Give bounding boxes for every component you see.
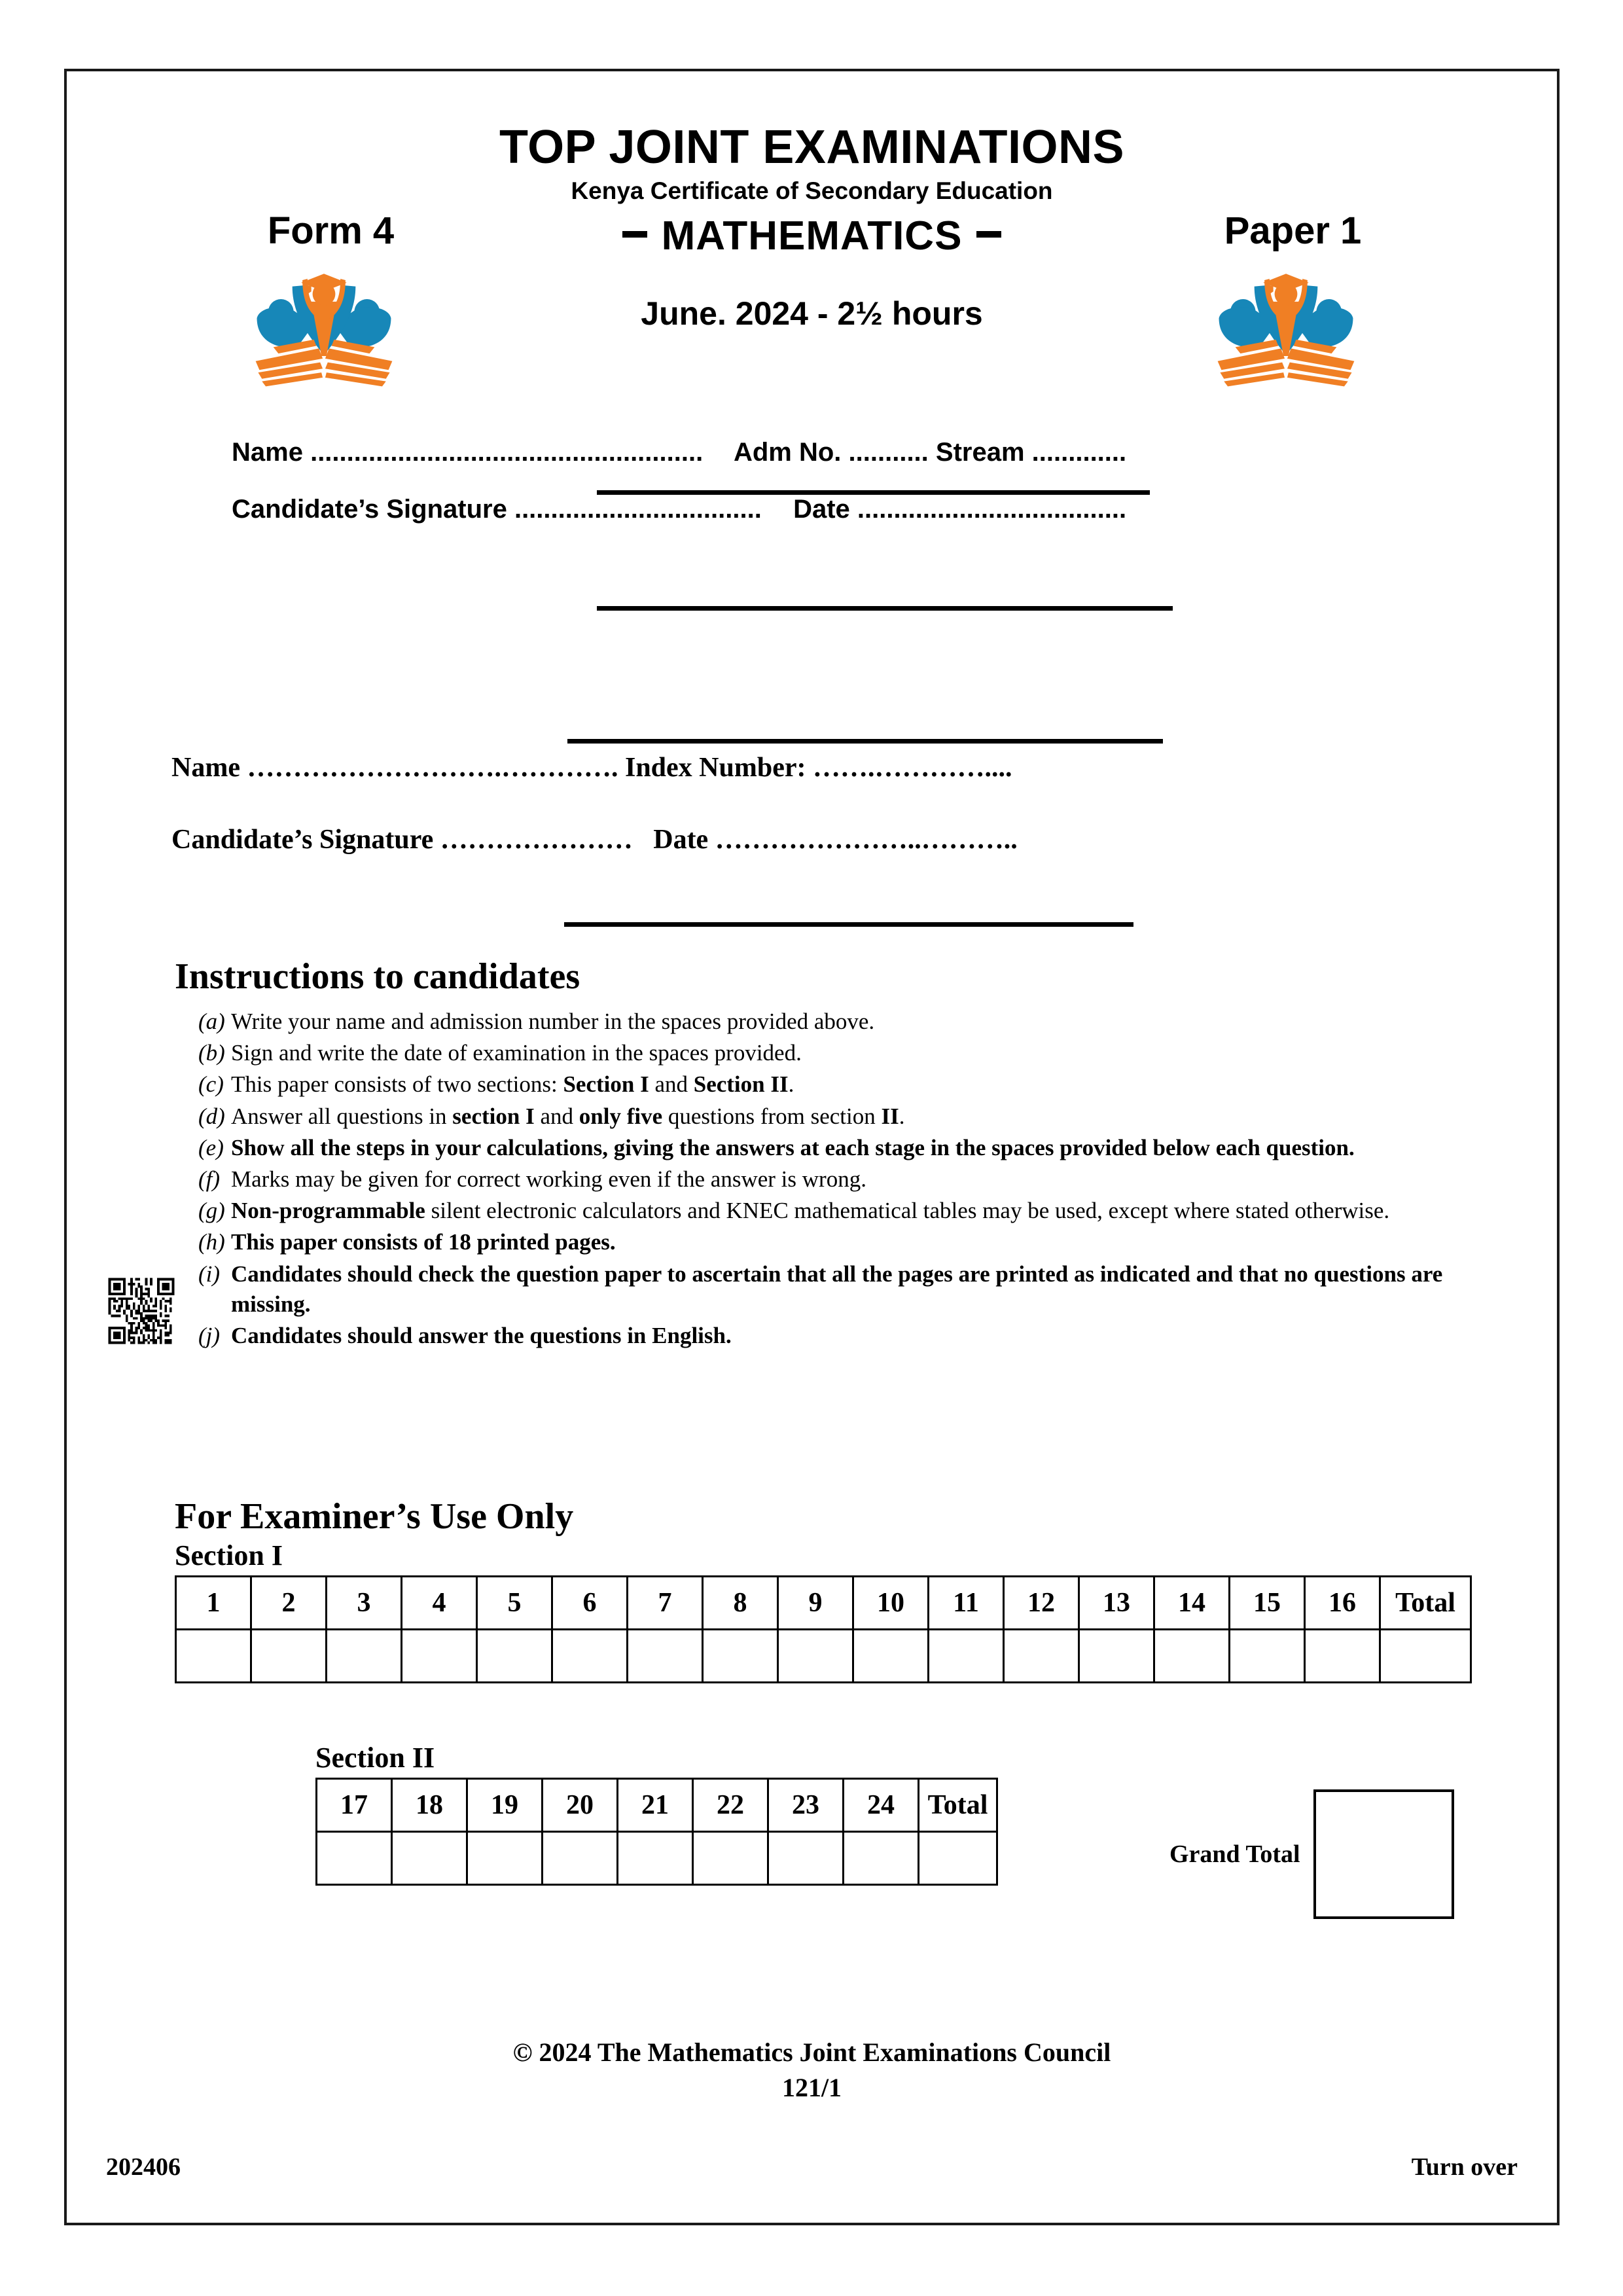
instruction-item-c <box>175 1069 1484 1100</box>
marks-entry-cell[interactable] <box>1305 1630 1380 1683</box>
subject-text: MATHEMATICS <box>661 213 963 259</box>
marks-entry-cell[interactable] <box>543 1832 618 1885</box>
instruction-item-j <box>175 1321 1484 1351</box>
instruction-text: This paper consists of 18 printed pages. <box>231 1229 616 1255</box>
paper-code: 121/1 <box>781 2073 842 2102</box>
exam-header <box>67 121 1557 204</box>
instructions-title: Instructions to candidates <box>175 956 580 997</box>
dash-right-icon <box>976 231 1001 238</box>
marks-header-cell: 1 <box>176 1577 251 1630</box>
name-input-dots[interactable]: ...................................................... <box>310 438 704 467</box>
signature-input-dots[interactable]: .................................. <box>514 495 762 524</box>
signature-label: Candidate’s Signature <box>232 495 507 524</box>
marks-header-cell: 21 <box>618 1779 693 1832</box>
marks-entry-cell[interactable] <box>392 1832 467 1885</box>
instruction-item-a <box>175 1007 1484 1037</box>
section-1-marks-table <box>175 1575 1472 1683</box>
marks-entry-cell[interactable] <box>853 1630 929 1683</box>
marks-header-cell: 13 <box>1079 1577 1154 1630</box>
exam-subtitle: Kenya Certificate of Secondary Education <box>571 177 1053 204</box>
instruction-text: Non-programmable silent electronic calculators and KNEC mathematical tables may be used, except where stated otherwise. <box>231 1198 1390 1224</box>
grand-total-label: Grand Total <box>1169 1840 1300 1868</box>
name-input-dots-2[interactable]: ……………………….…………. <box>247 753 618 783</box>
stream-input-dots[interactable]: ............. <box>1031 438 1127 467</box>
marks-header-cell: 16 <box>1305 1577 1380 1630</box>
instruction-item-g <box>175 1196 1484 1226</box>
instruction-marker: (j) <box>198 1322 221 1348</box>
marks-header-cell: 11 <box>929 1577 1004 1630</box>
marks-entry-cell[interactable] <box>929 1630 1004 1683</box>
name-field-row <box>232 438 1475 467</box>
marks-header-cell: Total <box>1380 1577 1471 1630</box>
marks-entry-cell[interactable] <box>327 1630 402 1683</box>
instruction-marker: (a) <box>198 1009 225 1034</box>
graduation-book-logo-icon <box>248 263 400 391</box>
table-header-row <box>317 1779 997 1832</box>
exam-title: TOP JOINT EXAMINATIONS <box>499 121 1125 173</box>
instruction-item-b <box>175 1038 1484 1068</box>
marks-entry-cell[interactable] <box>176 1630 251 1683</box>
name-index-row <box>171 752 1480 783</box>
marks-entry-cell[interactable] <box>618 1832 693 1885</box>
instructions-list <box>175 1007 1484 1351</box>
marks-header-cell: 3 <box>327 1577 402 1630</box>
marks-entry-cell[interactable] <box>844 1832 919 1885</box>
instruction-text: Sign and write the date of examination in the spaces provided. <box>231 1040 802 1066</box>
paper-column <box>1139 209 1447 252</box>
index-number-input-dots[interactable]: …….………….... <box>812 753 1012 783</box>
date-label-2: Date <box>653 825 709 855</box>
divider-rule-3 <box>567 739 1163 744</box>
instruction-text: Marks may be given for correct working even if the answer is wrong. <box>231 1166 866 1192</box>
index-number-label: Index Number: <box>624 753 806 783</box>
date-input-dots[interactable]: ..................................... <box>857 495 1127 524</box>
date-input-dots-2[interactable]: …………………..……….. <box>715 825 1018 855</box>
marks-entry-cell[interactable] <box>693 1832 768 1885</box>
turn-over-label: Turn over <box>1411 2153 1518 2181</box>
marks-entry-cell[interactable] <box>1154 1630 1230 1683</box>
name-label: Name <box>232 438 303 467</box>
table-row <box>176 1630 1471 1683</box>
marks-entry-cell[interactable] <box>467 1832 543 1885</box>
marks-header-cell: 24 <box>844 1779 919 1832</box>
marks-entry-cell[interactable] <box>1230 1630 1305 1683</box>
examiner-section <box>175 1498 1490 1683</box>
section-2-wrapper <box>315 1744 1428 1886</box>
instruction-marker: (d) <box>198 1103 225 1129</box>
marks-entry-cell[interactable] <box>402 1630 477 1683</box>
instruction-item-h <box>175 1227 1484 1257</box>
marks-entry-cell[interactable] <box>628 1630 703 1683</box>
instruction-marker: (b) <box>198 1040 225 1066</box>
instruction-item-i <box>175 1259 1484 1319</box>
marks-header-cell: 5 <box>477 1577 552 1630</box>
marks-header-cell: 14 <box>1154 1577 1230 1630</box>
form-column <box>177 209 485 252</box>
instruction-marker: (e) <box>198 1134 224 1160</box>
marks-header-cell: 22 <box>693 1779 768 1832</box>
marks-entry-cell[interactable] <box>317 1832 392 1885</box>
subject-name <box>485 213 1139 259</box>
subject-row <box>67 209 1557 332</box>
divider-rule-4 <box>564 922 1133 927</box>
marks-header-cell: 8 <box>703 1577 778 1630</box>
grand-total-box[interactable] <box>1313 1789 1454 1919</box>
marks-header-cell: 7 <box>628 1577 703 1630</box>
marks-entry-cell[interactable] <box>1380 1630 1471 1683</box>
marks-entry-cell[interactable] <box>552 1630 628 1683</box>
signature-label-2: Candidate’s Signature <box>171 825 434 855</box>
marks-header-cell: 23 <box>768 1779 844 1832</box>
signature-field-row <box>232 495 1475 524</box>
adm-no-label: Adm No. <box>733 438 842 467</box>
marks-header-cell: 15 <box>1230 1577 1305 1630</box>
marks-header-cell: 9 <box>778 1577 853 1630</box>
subject-column <box>485 212 1139 330</box>
candidate-fields-top <box>232 438 1475 552</box>
marks-header-cell: 18 <box>392 1779 467 1832</box>
marks-header-cell: 17 <box>317 1779 392 1832</box>
divider-rule-2 <box>597 606 1173 611</box>
section-1-label: Section I <box>175 1539 283 1571</box>
marks-header-cell: 20 <box>543 1779 618 1832</box>
signature-input-dots-2[interactable]: ………………… <box>440 825 633 855</box>
marks-header-cell: 2 <box>251 1577 327 1630</box>
table-header-row <box>176 1577 1471 1630</box>
date-label: Date <box>793 495 850 524</box>
instruction-item-d <box>175 1102 1484 1132</box>
marks-entry-cell[interactable] <box>778 1630 853 1683</box>
grand-total-group <box>1169 1789 1454 1919</box>
instruction-marker: (f) <box>198 1166 221 1192</box>
marks-header-cell: 19 <box>467 1779 543 1832</box>
instructions-section <box>175 958 1484 1352</box>
instruction-marker: (h) <box>198 1229 225 1255</box>
marks-entry-cell[interactable] <box>251 1630 327 1683</box>
session-code: 202406 <box>106 2153 181 2181</box>
examiner-title: For Examiner’s Use Only <box>175 1496 574 1537</box>
footer-center <box>67 2035 1557 2106</box>
qr-code-icon <box>106 1276 177 1346</box>
section-2-marks-table <box>315 1778 998 1886</box>
paper-label: Paper 1 <box>1224 209 1362 252</box>
instruction-marker: (g) <box>198 1198 225 1224</box>
marks-header-cell: 12 <box>1004 1577 1079 1630</box>
instruction-text: Show all the steps in your calculations, giving the answers at each stage in the spaces provided below each question. <box>231 1134 1355 1160</box>
name-label-2: Name <box>171 753 240 783</box>
marks-header-cell: 10 <box>853 1577 929 1630</box>
stream-label: Stream <box>935 438 1025 467</box>
instruction-text: Write your name and admission number in the spaces provided above. <box>231 1009 875 1034</box>
graduation-book-logo-icon <box>1210 263 1362 391</box>
instruction-text: Candidates should check the question paper to ascertain that all the pages are printed as indicated and that no questions are missing. <box>231 1261 1443 1317</box>
exam-duration: June. 2024 - 2½ hours <box>641 295 983 332</box>
copyright-text: © 2024 The Mathematics Joint Examinations Council <box>512 2037 1111 2067</box>
dash-left-icon <box>622 231 647 238</box>
section-2-label: Section II <box>315 1742 435 1774</box>
marks-entry-cell[interactable] <box>1079 1630 1154 1683</box>
instruction-marker: (i) <box>198 1261 221 1287</box>
marks-entry-cell[interactable] <box>1004 1630 1079 1683</box>
marks-entry-cell[interactable] <box>703 1630 778 1683</box>
candidate-fields-second <box>171 752 1480 896</box>
page-border <box>64 69 1560 2225</box>
marks-entry-cell[interactable] <box>919 1832 997 1885</box>
adm-no-input-dots[interactable]: ........... <box>848 438 929 467</box>
marks-entry-cell[interactable] <box>477 1630 552 1683</box>
marks-header-cell: 6 <box>552 1577 628 1630</box>
instruction-marker: (c) <box>198 1071 224 1098</box>
instruction-item-f <box>175 1164 1484 1194</box>
instruction-item-e <box>175 1133 1484 1163</box>
marks-entry-cell[interactable] <box>768 1832 844 1885</box>
marks-header-cell: Total <box>919 1779 997 1832</box>
form-label: Form 4 <box>267 209 395 252</box>
marks-header-cell: 4 <box>402 1577 477 1630</box>
footer-bottom <box>67 2153 1557 2181</box>
instruction-text: Answer all questions in section I and only five questions from section II. <box>231 1103 905 1129</box>
instruction-text: Candidates should answer the questions in English. <box>231 1322 732 1348</box>
signature-date-row <box>171 824 1480 855</box>
table-row <box>317 1832 997 1885</box>
instruction-text: This paper consists of two sections: Section I and Section II. <box>231 1071 794 1098</box>
